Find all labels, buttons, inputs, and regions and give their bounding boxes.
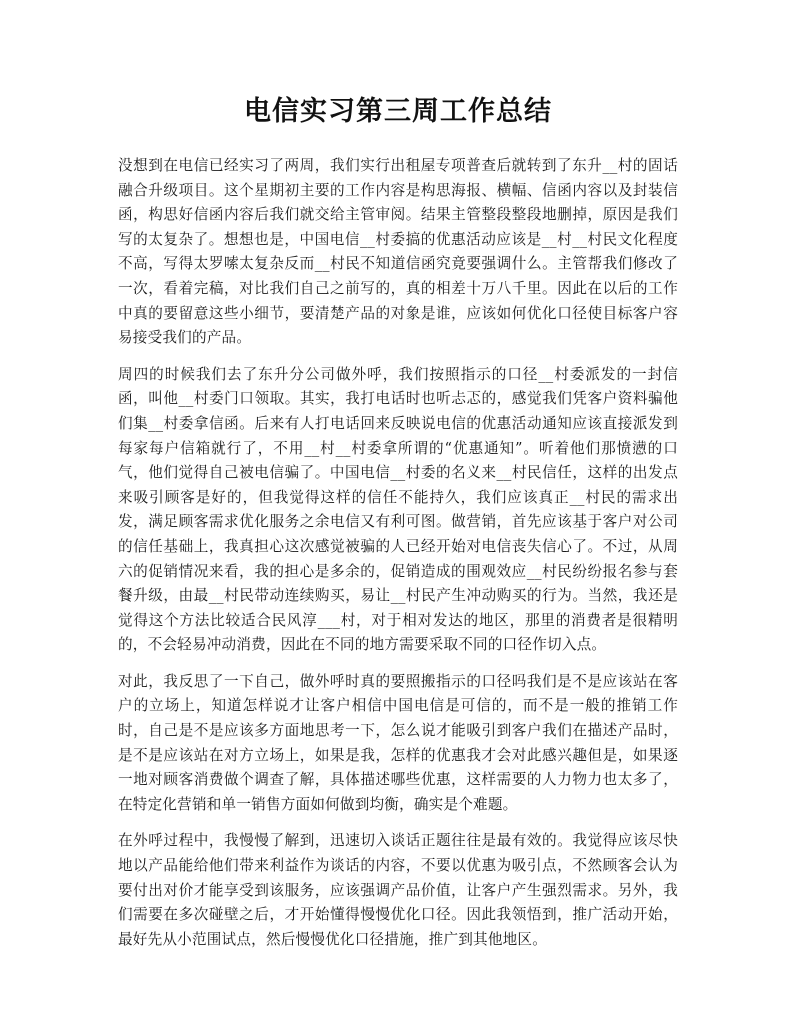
paragraph-3: 对此，我反思了一下自己，做外呼时真的要照搬指示的口径吗我们是不是应该站在客户的立场上，知道怎样说才让客户相信中国电信是可信的，而不是一般的推销工作时，自己是不是应该多方面地思考一下，怎么说才能吸引到客户我们在描述产品时，是不是应该站在对方立场上，如果是我，怎样的优惠我才会对此感兴趣但是，如果逐一地对顾客消费做个调查了解，具体描述哪些优惠，这样需要的人力物力也太多了，在特定化营销和单一销售方面如何做到均衡，确实是个难题。: [118, 672, 678, 813]
paragraph-4: 在外呼过程中，我慢慢了解到，迅速切入谈话正题往往是最有效的。我觉得应该尽快地以产品能给他们带来利益作为谈话的内容，不要以优惠为吸引点，不然顾客会认为要付出对价才能享受到该服务，应该强调产品价值，让客户产生强烈需求。另外，我们需要在多次碰壁之后，才开始懂得慢慢优化口径。因此我领悟到，推广活动开始，最好先从小范围试点，然后慢慢优化口径措施，推广到其他地区。: [118, 832, 678, 948]
document-title: 电信实习第三周工作总结: [244, 96, 552, 127]
paragraph-1: 没想到在电信已经实习了两周，我们实行出租屋专项普查后就转到了东升__村的固话融合升级项目。这个星期初主要的工作内容是构思海报、横幅、信函内容以及封装信函，构思好信函内容后我们就交给主管审阅。结果主管整段整段地删掉，原因是我们写的太复杂了。想想也是，中国电信__村委搞的优惠活动应该是__村__村民文化程度不高，写得太罗嗦太复杂反而__村民不知道信函究竟要强调什么。主管帮我们修改了一次，看着完稿，对比我们自己之前写的，真的相差十万八千里。因此在以后的工作中真的要留意这些小细节，要清楚产品的对象是谁，应该如何优化口径使目标客户容易接受我们的产品。: [118, 157, 678, 347]
document-page: [118, 94, 678, 964]
paragraph-2: 周四的时候我们去了东升分公司做外呼，我们按照指示的口径__村委派发的一封信函，叫他__村委门口领取。其实，我打电话时也听忐忑的，感觉我们凭客户资料骗他们集__村委拿信函。后来有人打电话回来反映说电信的优惠活动通知应该直接派发到每家每户信箱就行了，不用__村__村委拿所谓的“优惠通知”。听着他们那愤懑的口气，他们觉得自己被电信骗了。中国电信__村委的名义来__村民信任，这样的出发点来吸引顾客是好的，但我觉得这样的信任不能持久，我们应该真正__村民的需求出发，满足顾客需求优化服务之余电信又有利可图。做营销，首先应该基于客户对公司的信任基础上，我真担心这次感觉被骗的人已经开始对电信丧失信心了。不过，从周六的促销情况来看，我的担心是多余的，促销造成的围观效应__村民纷纷报名参与套餐升级，由最__村民带动连续购买，易让__村民产生冲动购买的行为。当然，我还是觉得这个方法比较适合民风淳___村，对于相对发达的地区，那里的消费者是很精明的，不会轻易冲动消费，因此在不同的地方需要采取不同的口径作切入点。: [118, 365, 678, 654]
